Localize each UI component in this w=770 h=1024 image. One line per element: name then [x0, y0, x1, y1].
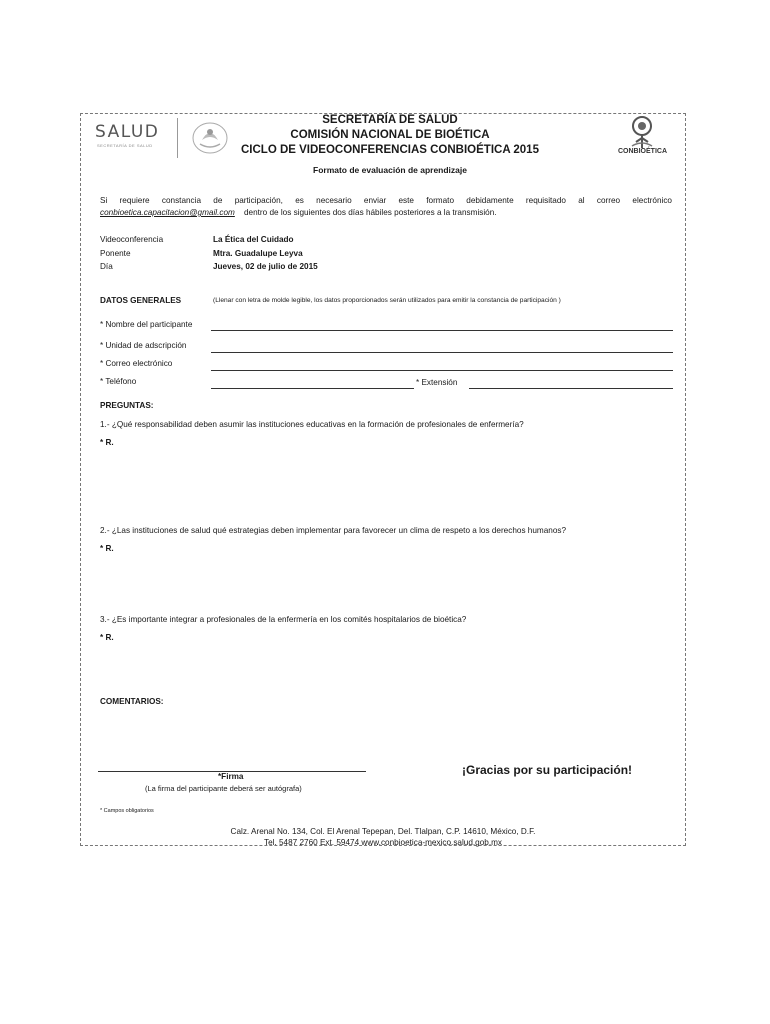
title-line-2: COMISIÓN NACIONAL DE BIOÉTICA — [290, 129, 490, 141]
telefono-label: * Teléfono — [100, 377, 137, 386]
preguntas-heading: PREGUNTAS: — [100, 401, 154, 410]
videoconf-label: Videoconferencia — [100, 235, 164, 244]
answer-1-area[interactable] — [100, 452, 672, 516]
firma-note: (La firma del participante deberá ser autógrafa) — [145, 784, 302, 793]
unidad-label: * Unidad de adscripción — [100, 341, 187, 350]
title-line-1: SECRETARÍA DE SALUD — [322, 114, 458, 126]
intro-text-2: dentro de los siguientes dos días hábiles posteriores a la transmisión. — [243, 208, 497, 217]
email-link[interactable]: conbioetica.capacitacion@gmail.com — [100, 208, 235, 217]
telefono-field[interactable] — [211, 388, 414, 389]
comentarios-area[interactable] — [100, 712, 672, 762]
title-line-3: CICLO DE VIDEOCONFERENCIAS CONBIOÉTICA 2015 — [241, 144, 539, 156]
dia-value: Jueves, 02 de julio de 2015 — [213, 262, 318, 271]
correo-field[interactable] — [211, 370, 673, 371]
question-3: 3.- ¿Es importante integrar a profesionales de la enfermería en los comités hospitalarios de bioética? — [100, 615, 467, 624]
datos-note: (Llenar con letra de molde legible, los datos proporcionados serán utilizados para emitir la constancia de participación ) — [213, 297, 561, 304]
videoconf-value: La Ética del Cuidado — [213, 235, 294, 244]
extension-field[interactable] — [469, 388, 673, 389]
footer-contact: Tel. 5487 2760 Ext. 59474 www.conbioetica-mexico.salud.gob.mx — [263, 838, 503, 847]
salud-logo-subtext: SECRETARÍA DE SALUD — [97, 143, 153, 148]
conbioetica-icon — [618, 116, 666, 152]
question-2: 2.- ¿Las instituciones de salud qué estrategias deben implementar para favorecer un clima de respeto a los derechos humanos? — [100, 526, 567, 535]
conbioetica-logo — [618, 116, 666, 157]
answer-2-label: * R. — [100, 544, 114, 553]
answer-2-area[interactable] — [100, 558, 672, 608]
extension-label: * Extensión — [416, 378, 458, 387]
firma-label: *Firma — [218, 772, 244, 781]
comentarios-heading: COMENTARIOS: — [100, 697, 164, 706]
footer-address: Calz. Arenal No. 134, Col. El Arenal Tepepan, Del. Tlalpan, C.P. 14610, México, D.F. — [230, 827, 536, 836]
answer-3-label: * R. — [100, 633, 114, 642]
logo-divider — [177, 118, 178, 158]
nombre-label: * Nombre del participante — [100, 320, 193, 329]
salud-logo-text: SALUD — [95, 122, 160, 142]
ponente-label: Ponente — [100, 249, 131, 258]
nombre-field[interactable] — [211, 330, 673, 331]
correo-label: * Correo electrónico — [100, 359, 173, 368]
form-subtitle: Formato de evaluación de aprendizaje — [313, 165, 467, 175]
unidad-field[interactable] — [211, 352, 673, 353]
ponente-value: Mtra. Guadalupe Leyva — [213, 249, 303, 258]
question-1: 1.- ¿Qué responsabilidad deben asumir las instituciones educativas en la formación de profesionales de enfermería? — [100, 420, 524, 429]
salud-logo — [93, 122, 173, 152]
intro-line-2 — [100, 208, 497, 217]
intro-text: Si requiere constancia de participación, es necesario enviar este formato debidamente requisitado al correo electrónico — [100, 196, 672, 205]
answer-1-label: * R. — [100, 438, 114, 447]
conbioetica-logo-text: CONBIOÉTICA — [618, 148, 667, 155]
dia-label: Día — [100, 262, 113, 271]
required-note: * Campos obligatorios — [100, 808, 154, 814]
answer-3-area[interactable] — [100, 647, 672, 692]
thanks-message: ¡Gracias por su participación! — [462, 763, 633, 777]
datos-heading: DATOS GENERALES — [100, 296, 182, 305]
